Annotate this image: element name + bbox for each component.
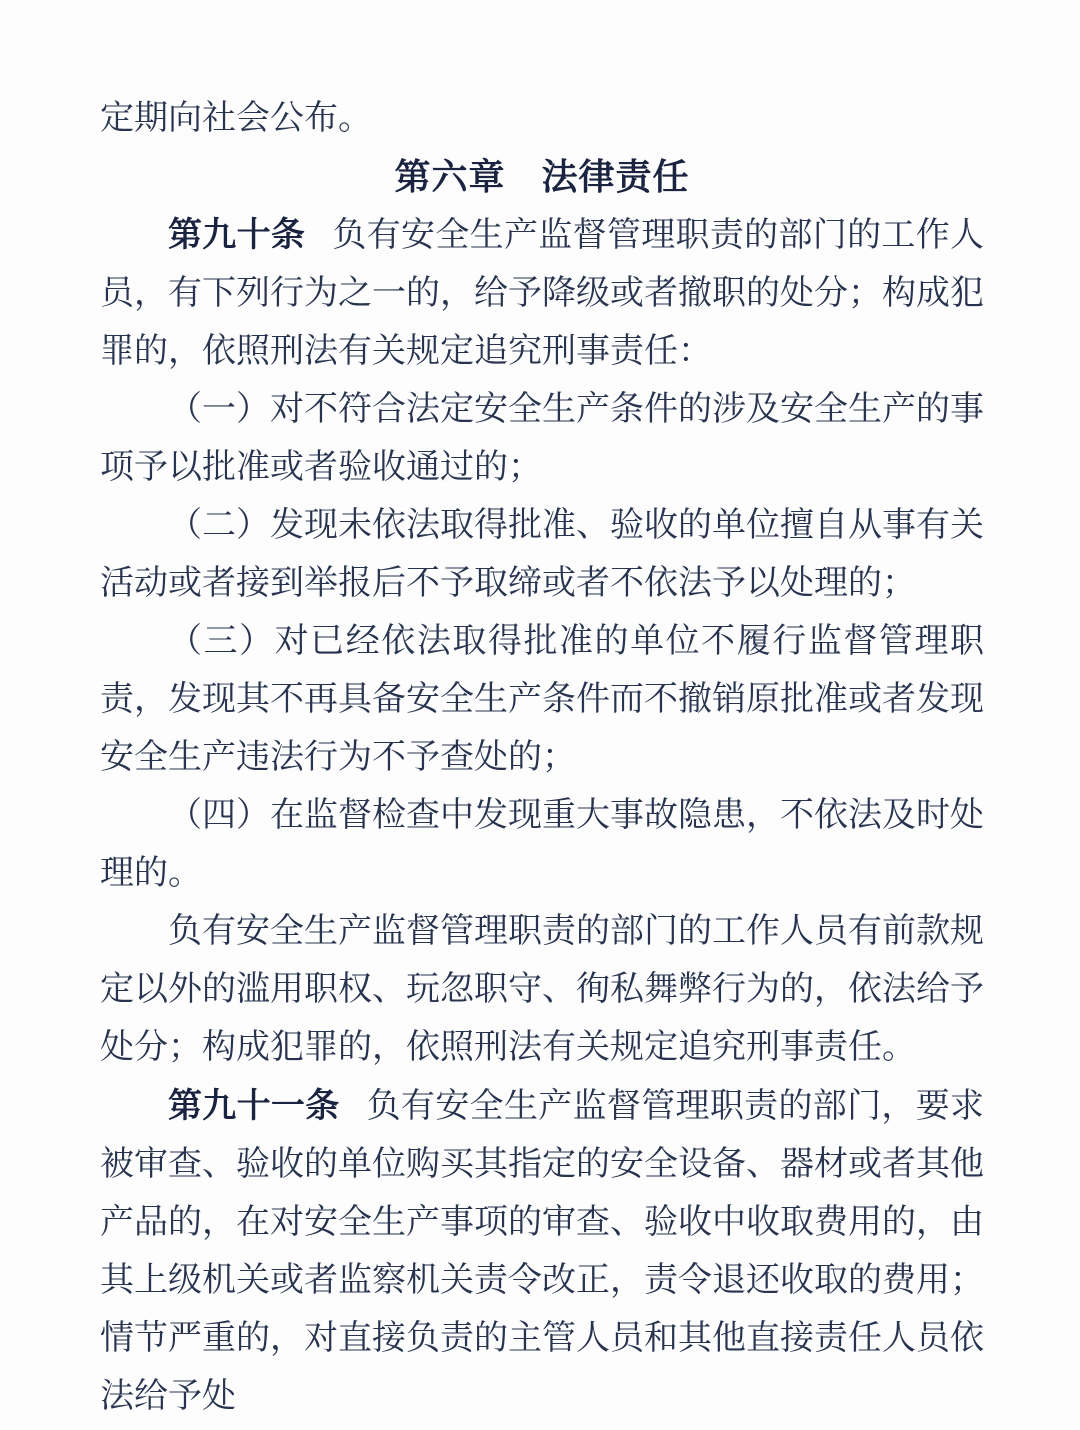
article-90-intro <box>100 206 984 381</box>
chapter-heading <box>100 148 984 206</box>
article-90-item-4: （四）在监督检查中发现重大事故隐患，不依法及时处理的。 <box>100 797 984 892</box>
article-90-item-3: （三）对已经依法取得批准的单位不履行监督管理职责，发现其不再具备安全生产条件而不撤销原批准或者发现安全生产违法行为不予查处的； <box>100 623 984 776</box>
article-91-paragraph <box>100 1077 984 1426</box>
article-90-item-1: （一）对不符合法定安全生产条件的涉及安全生产的事项予以批准或者验收通过的； <box>100 391 984 486</box>
chapter-title: 法律责任 <box>541 156 690 197</box>
article-90-closing: 负有安全生产监督管理职责的部门的工作人员有前款规定以外的滥用职权、玩忽职守、徇私舞弊行为的，依法给予处分；构成犯罪的，依照刑法有关规定追究刑事责任。 <box>100 913 984 1066</box>
chapter-number: 第六章 <box>394 156 506 197</box>
article-90-item-2: （二）发现未依法取得批准、验收的单位擅自从事有关活动或者接到举报后不予取缔或者不依法予以处理的； <box>100 507 984 602</box>
article-91-number: 第九十一条 <box>168 1087 340 1125</box>
article-90-number: 第九十条 <box>168 216 306 254</box>
article-90-intro-text: 负有安全生产监督管理职责的部门的工作人员，有下列行为之一的，给予降级或者撤职的处分；构成犯罪的，依照刑法有关规定追究刑事责任： <box>100 217 985 370</box>
paragraph-continuation: 定期向社会公布。 <box>100 100 372 137</box>
article-91-text: 负有安全生产监督管理职责的部门，要求被审查、验收的单位购买其指定的安全设备、器材或者其他产品的，在对安全生产事项的审查、验收中收取费用的，由其上级机关或者监察机关责令改正，责令退还收取的费用；情节严重的，对直接负责的主管人员和其他直接责任人员依法给予处 <box>100 1088 985 1415</box>
